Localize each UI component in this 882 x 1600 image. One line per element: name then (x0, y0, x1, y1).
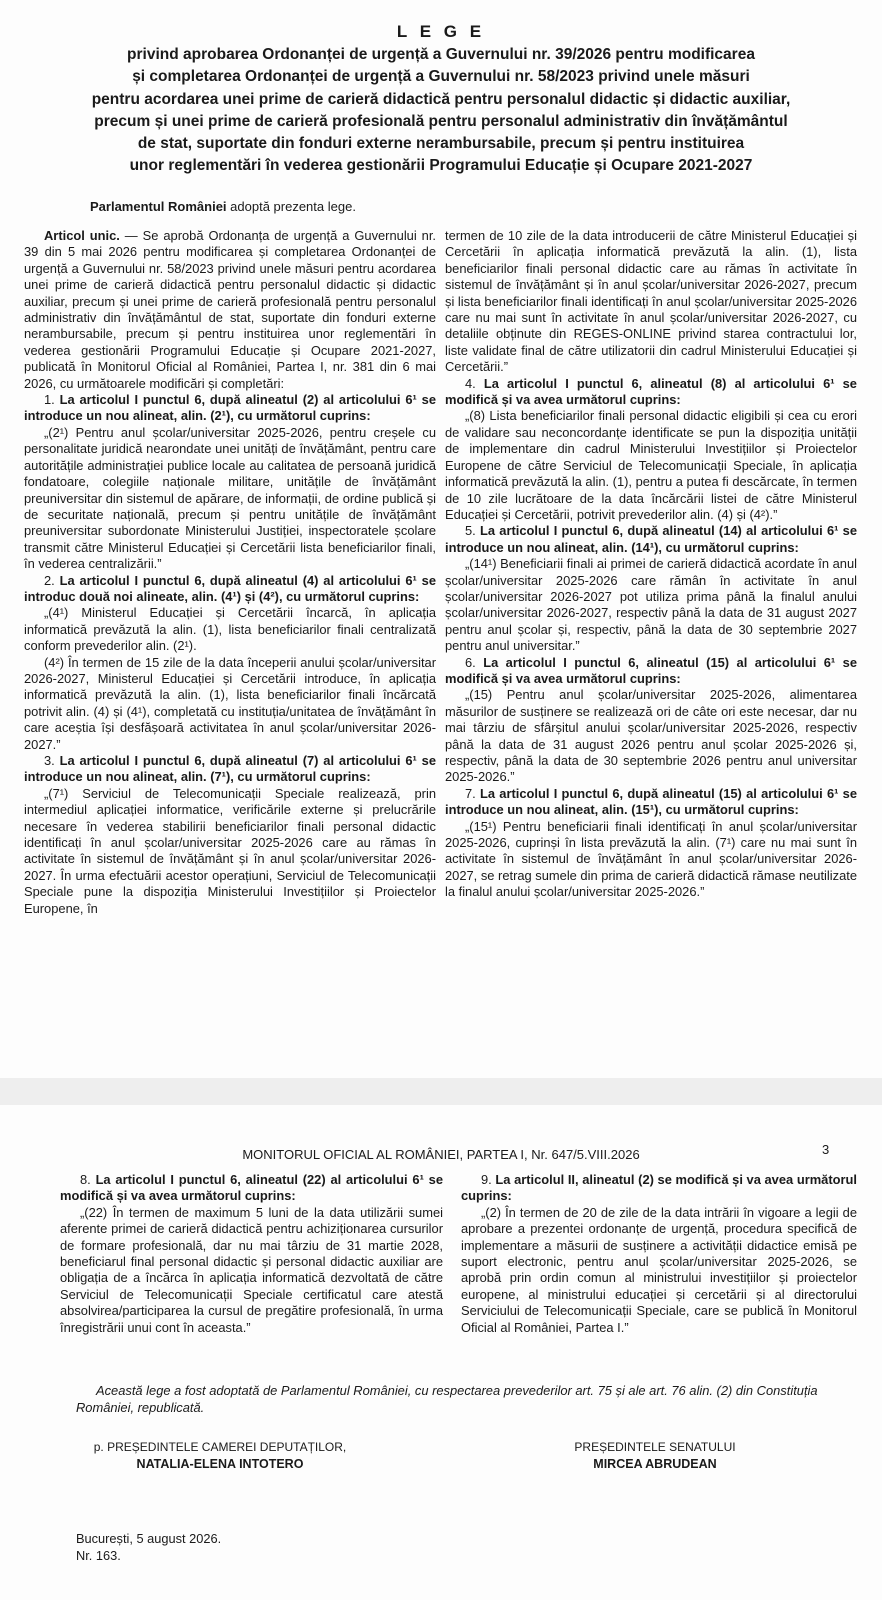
subtitle-line: unor reglementări în vederea gestionării Programului Educație și Ocupare 2021-2027 (129, 157, 753, 175)
point-heading-text: La articolul I punctul 6, după alineatul (15) al articolului 6¹ se introduce un nou alineat, alin. (15¹), cu următorul cuprins: (445, 785, 857, 818)
point-heading-text: La articolul II, alineatul (2) se modifică și va avea următorul cuprins: (461, 1172, 857, 1204)
running-head: MONITORUL OFICIAL AL ROMÂNIEI, PARTEA I, Nr. 647/5.VIII.2026 (242, 1147, 640, 1162)
law-subtitle (28, 44, 854, 178)
article-single (24, 228, 436, 392)
point-6-heading (445, 655, 857, 688)
point-9-heading (461, 1172, 857, 1205)
point-1-text: „(2¹) Pentru anul școlar/universitar 2025-2026, pentru creșele cu personalitate juridică nearondate unei unități de învățământ, pentru care autoritățile administrației publice locale au calitatea de persoană juridică fondatoare, colegiile naționale militare, unitățile de învățământ preuniversitar din sistemul de apărare, de informații, de ordine publică și de securitate națională, precum și pentru unitățile de învățământ preuniversitar subordonate Ministerului Justiției, inspectoratele școlare transmit către Ministerul Educației și Cercetării lista beneficiarilor finali, în vederea centralizării.” (24, 424, 436, 572)
signatory-title: PREȘEDINTELE SENATULUI (574, 1440, 736, 1454)
page2-columns (60, 1172, 857, 1336)
point-number: 8. (80, 1172, 96, 1187)
point-number: 9. (481, 1172, 496, 1187)
point-heading-text: La articolul I punctul 6, după alineatul (4) al articolului 6¹ se introduc două noi alineate, alin. (4¹) și (4²), cu următorul cuprins: (24, 572, 436, 604)
point-4-text: „(8) Lista beneficiarilor finali personal didactic eligibili și cea cu erori de validare sau neconcordanțe identificate se pun la dispoziția unității de implementare din cadrul Ministerului Investițiilor și Proiectelor Europene de către Serviciul de Telecomunicații Speciale, în aplicația informatică prevăzută la alin. (1), pentru a putea fi descărcate, în termen de 10 zile lucrătoare de la data încărcării listei de către Ministerul Educației și Cercetării, potrivit prevederilor alin. (4) și (4²).” (445, 408, 857, 522)
point-heading-text: La articolul I punctul 6, după alineatul (7) al articolului 6¹ se introduce un nou alineat, alin. (7¹), cu următorul cuprins: (24, 753, 436, 785)
point-1-heading (24, 392, 436, 425)
subtitle-line: și completarea Ordonanței de urgență a Guvernului nr. 58/2023 privind unele măsuri (132, 68, 750, 86)
left-column (60, 1172, 443, 1336)
point-heading-text: La articolul I punctul 6, alineatul (22) al articolului 6¹ se modifică și va avea următorul cuprins: (60, 1172, 443, 1204)
point-number: 2. (44, 572, 60, 588)
parliament-name: Parlamentul României (90, 199, 227, 214)
law-title: L E G E (396, 22, 486, 41)
point-7-heading (445, 786, 857, 819)
point-number: 3. (44, 753, 60, 768)
place-date-number (76, 1531, 221, 1564)
point-4-heading (445, 376, 857, 409)
article-label: Articol unic. (44, 228, 120, 243)
point-3-heading (24, 753, 436, 786)
page1-columns (24, 228, 857, 917)
point-6-text: „(15) Pentru anul școlar/universitar 2025-2026, alimentarea măsurilor de susținere se realizează ori de câte ori este necesar, dar nu mai târziu de sfârșitul anului școlar/universitar 2025-2026, respectiv până la data de 31 august 2026 pentru anul școlar 2025-2026 și, respectiv, până la data de 30 septembrie 2026 pentru anul universitar 2025-2026.” (445, 687, 857, 785)
point-number: 4. (465, 375, 484, 391)
subtitle-line: pentru acordarea unei prime de carieră didactică pentru personalul didactic și didactic auxiliar, (91, 90, 791, 108)
point-number: 6. (465, 654, 484, 670)
right-column (461, 1172, 857, 1336)
place-date: București, 5 august 2026. (76, 1531, 222, 1546)
signatory-name: MIRCEA ABRUDEAN (593, 1457, 717, 1471)
signature-chamber (85, 1440, 355, 1471)
signatory-name: NATALIA-ELENA INTOTERO (136, 1457, 304, 1471)
point-heading-text: La articolul I punctul 6, după alineatul (2) al articolului 6¹ se introduce un nou alineat, alin. (2¹), cu următorul cuprins: (24, 392, 436, 424)
point-heading-text: La articolul I punctul 6, alineatul (8) al articolului 6¹ se modifică și va avea următorul cuprins: (445, 375, 857, 408)
point-5-heading (445, 523, 857, 556)
point-9-text: „(2) În termen de 20 de zile de la data intrării în vigoare a legii de aprobare a prezentei ordonanțe de urgență, procedura specifică de implementare a măsurii de susținere a activității didactice emisă pe suport electronic, pentru anul școlar/universitar 2025-2026, se aprobă prin ordin comun al ministrului investițiilor și proiectelor europene, al ministrului educației și cercetării și al directorului Serviciului de Telecomunicații Speciale, care se publică în Monitorul Oficial al României, Partea I.” (461, 1204, 857, 1335)
signatory-title: p. PREȘEDINTELE CAMEREI DEPUTAȚILOR, (93, 1440, 347, 1454)
constitution-note: Această lege a fost adoptată de Parlamentul României, cu respectarea prevederilor art. 75 și ale art. 76 alin. (2) din Constituția României, republicată. (76, 1383, 818, 1415)
point-heading-text: La articolul I punctul 6, alineatul (15) al articolului 6¹ se modifică și va avea următorul cuprins: (445, 654, 858, 686)
subtitle-line: privind aprobarea Ordonanței de urgență a Guvernului nr. 39/2026 pentru modificarea (127, 46, 755, 63)
article-text: — Se aprobă Ordonanța de urgență a Guvernului nr. 39 din 5 mai 2026 pentru modificarea și completarea Ordonanței de urgență a Guvernului nr. 58/2023 privind unele măsuri pentru acordarea unei prime de carieră didactică pentru personalul didactic și didactic auxiliar, precum și unei prime de carieră profesională pentru personalul administrativ din învățământul de stat, suportate din fonduri externe nerambursabile, precum și pentru instituirea unor reglementări în vederea gestionării Programului Educație și Ocupare 2021-2027, publicată în Monitorul Oficial al României, Partea I, nr. 381 din 6 mai 2026, cu următoarele modificări și completări: (24, 228, 436, 391)
page-number: 3 (822, 1142, 830, 1157)
point-number: 5. (465, 523, 481, 539)
point-number: 1. (44, 392, 60, 408)
point-number: 7. (465, 785, 481, 801)
point-8-text: „(22) În termen de maximum 5 luni de la data utilizării sumei aferente primei de carieră didactică pentru achiziționarea cursurilor de formare profesională, dar nu mai târziu de 31 martie 2028, beneficiarul final personal didactic și personal didactic auxiliar are obligația de a încărca în aplicația informatică dezvoltată de către Serviciul de Telecomunicații Speciale certificatul care atestă absolvirea/participarea la cursul de pregătire profesională, în urma înregistrării unui cont în aceasta.” (60, 1204, 443, 1335)
right-column (445, 228, 857, 917)
law-page-2 (0, 1105, 882, 1600)
signature-senate (540, 1440, 770, 1471)
adoption-formula (90, 199, 356, 214)
point-7-text: „(15¹) Pentru beneficiarii finali identificați în anul școlar/universitar 2025-2026, cuprinși în lista prevăzută la alin. (7¹) care nu mai sunt în activitate în sistemul de învățământ în anul școlar/universitar 2026-2027, se retrag sumele din prima de carieră didactică rămase neutilizate la finalul anului școlar/universitar 2025-2026.” (445, 818, 857, 900)
point-2-text-b: (4²) În termen de 15 zile de la data începerii anului școlar/universitar 2026-2027, Ministerul Educației și Cercetării introduce, în aplicația informatică prevăzută la alin. (1), lista beneficiarilor finali încărcată potrivit alin. (4) și (4¹), completată cu instituția/unitatea de învățământ în care aceștia își desfășoară activitatea în anul școlar/universitar 2026-2027.” (24, 654, 436, 752)
left-column (24, 228, 436, 917)
point-5-text: „(14¹) Beneficiarii finali ai primei de carieră didactică acordate în anul școlar/universitar 2025-2026 care rămân în activitate în anul școlar/universitar 2026-2027 pot utiliza prima până la finalul anului școlar/universitar 2026-2027, respectiv până la data de 31 august 2027 pentru anul școlar și, respectiv, până la data de 30 septembrie 2027 pentru anul universitar.” (445, 556, 857, 654)
point-heading-text: La articolul I punctul 6, după alineatul (14) al articolului 6¹ se introduce un nou alineat, alin. (14¹), cu următorul cuprins: (445, 523, 857, 555)
point-2-text-a: „(4¹) Ministerul Educației și Cercetării încarcă, în aplicația informatică prevăzută la alin. (1), lista beneficiarilor finali centralizată conform prevederilor alin. (2¹). (24, 605, 436, 654)
adoption-text: adoptă prezenta lege. (226, 199, 356, 214)
subtitle-line: precum și unei prime de carieră profesională pentru personalul administrativ din învățământul (94, 112, 788, 130)
subtitle-line: de stat, suportate din fonduri externe nerambursabile, precum și pentru instituirea (137, 135, 745, 153)
law-number: Nr. 163. (76, 1547, 121, 1563)
point-2-heading (24, 573, 436, 606)
continued-text: termen de 10 zile de la data introducerii de către Ministerul Educației și Cercetării în aplicația informatică prevăzută la alin. (1), lista beneficiarilor finali personal didactic care au rămas în activitate în sistemul de învățământ și în anul școlar/universitar 2026-2027, precum și lista beneficiarilor finali identificați în anul școlar/universitar 2025-2026 care nu mai sunt în activitate în anul școlar/universitar 2026-2027, cu detaliile obținute din REGES-ONLINE privind starea contractului lor, liste validate final de către utilizatorii din cadrul Ministerului Educației și Cercetării.” (445, 228, 857, 375)
point-8-heading (60, 1172, 443, 1205)
point-3-text: „(7¹) Serviciul de Telecomunicații Speciale realizează, prin intermediul aplicației informatice, verificările externe și prelucrările necesare în vederea stabilirii beneficiarilor finali personal didactic identificați în anul școlar/universitar 2025-2026 care au rămas în activitate în sistemul de învățământ și în anul școlar/universitar 2026-2027. În urma efectuării acestor operațiuni, Serviciul de Telecomunicații Speciale pune la dispoziția Ministerului Investițiilor și Proiectelor Europene, în (24, 785, 436, 916)
